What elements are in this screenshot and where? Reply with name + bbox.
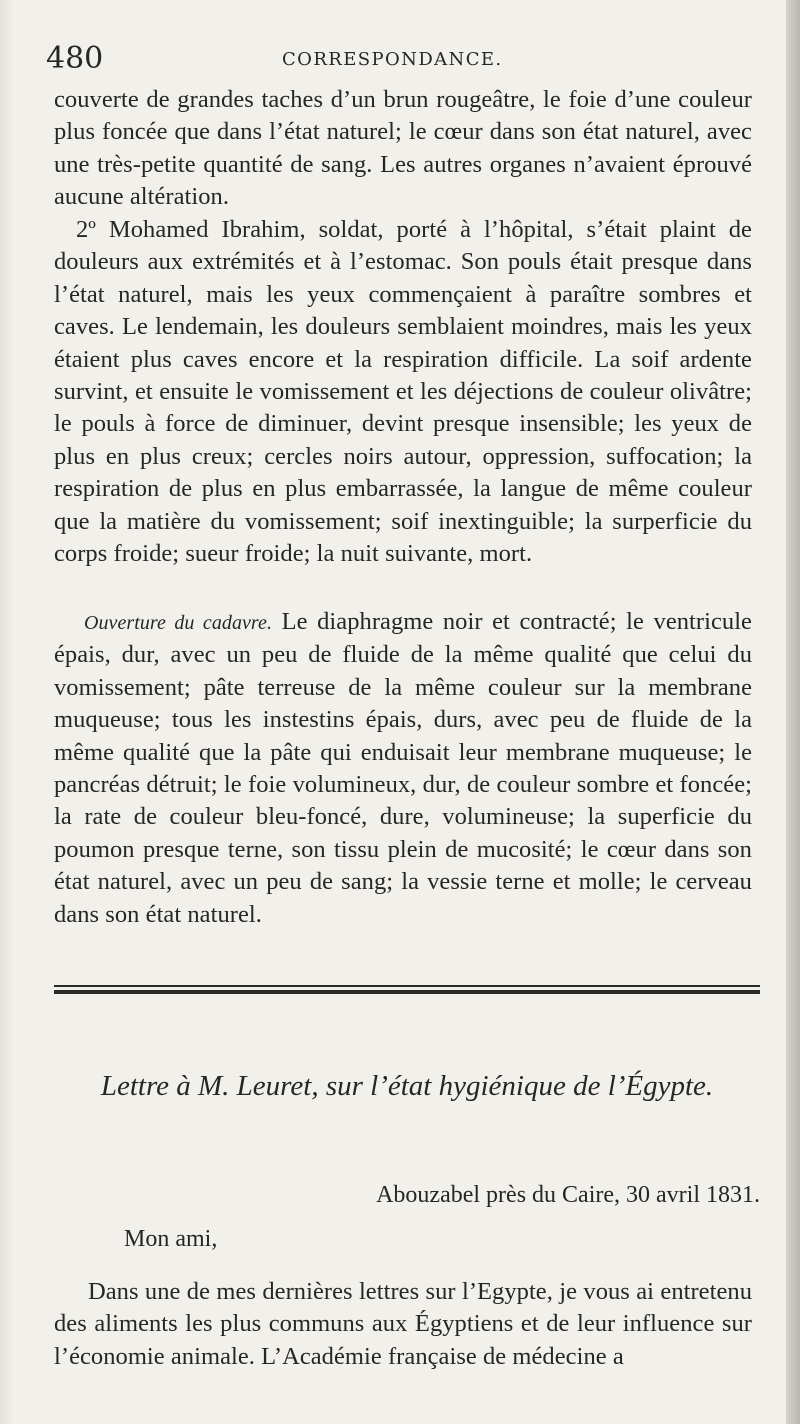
- letter-dateline: Abouzabel près du Caire, 30 avril 1831.: [376, 1182, 760, 1208]
- section-rule-thick: [54, 990, 760, 994]
- autopsy-text: Le diaphragme noir et contracté; le ventricule épais, dur, avec un peu de fluide de la même qualité que celui du vomissement; pâte terreuse de la même couleur sur la membrane muqueuse; tous les instestins épais, durs, avec peu de fluide de la même qualité que la pâte qui enduisait leur membrane muqueuse; le pancréas détruit; le foie volumineux, dur, de couleur sombre et foncée; la rate de couleur bleu-foncé, dure, volumineuse; la superficie du poumon presque terne, son tissu plein de mucosité; le cœur dans son état naturel, avec un peu de sang; la vessie terne et molle; le cerveau dans son état naturel.: [54, 608, 752, 928]
- autopsy-lead: Ouverture du cadavre.: [84, 612, 273, 634]
- paragraph-continuation: couverte de grandes taches d’un brun rougeâtre, le foie d’une couleur plus foncée que dans l’état naturel; le cœur dans son état naturel, avec une très-petite quantité de sang. Les autres organes n’avaient éprouvé aucune altération.: [54, 86, 752, 211]
- paragraph-letter-opening: Dans une de mes dernières lettres sur l’Egypte, je vous ai entretenu des aliments les plus communs aux Égyptiens et de leur influence sur l’économie animale. L’Académie française de médecine a: [54, 1278, 752, 1370]
- page-edge: [786, 0, 800, 1424]
- page-header: [46, 42, 758, 78]
- paragraph-case-2: 2º Mohamed Ibrahim, soldat, porté à l’hôpital, s’était plaint de douleurs aux extrémités et à l’estomac. Son pouls était presque dans l’état naturel, mais les yeux commençaient à paraître sombres et caves. Le lendemain, les douleurs semblaient moindres, mais les yeux étaient plus caves encore et la respiration difficile. La soif ardente survint, et ensuite le vomissement et les déjections de couleur olivâtre; le pouls à force de diminuer, devint presque insensible; les yeux de plus en plus creux; cercles noirs autour, oppression, suffocation; la respiration de plus en plus embarrassée, la langue de même couleur que la matière du vomissement; soif inextinguible; la surperficie du corps froide; sueur froide; la nuit suivante, mort.: [54, 216, 752, 568]
- running-head: CORRESPONDANCE.: [282, 49, 503, 70]
- paragraph-autopsy: [54, 606, 752, 931]
- letter-title: Lettre à M. Leuret, sur l’état hygiénique de l’Égypte.: [100, 1070, 714, 1102]
- page-number: 480: [46, 41, 104, 76]
- page-gutter-shadow: [0, 0, 14, 1424]
- letter-salutation: Mon ami,: [124, 1226, 218, 1252]
- section-rule-thin: [54, 985, 760, 987]
